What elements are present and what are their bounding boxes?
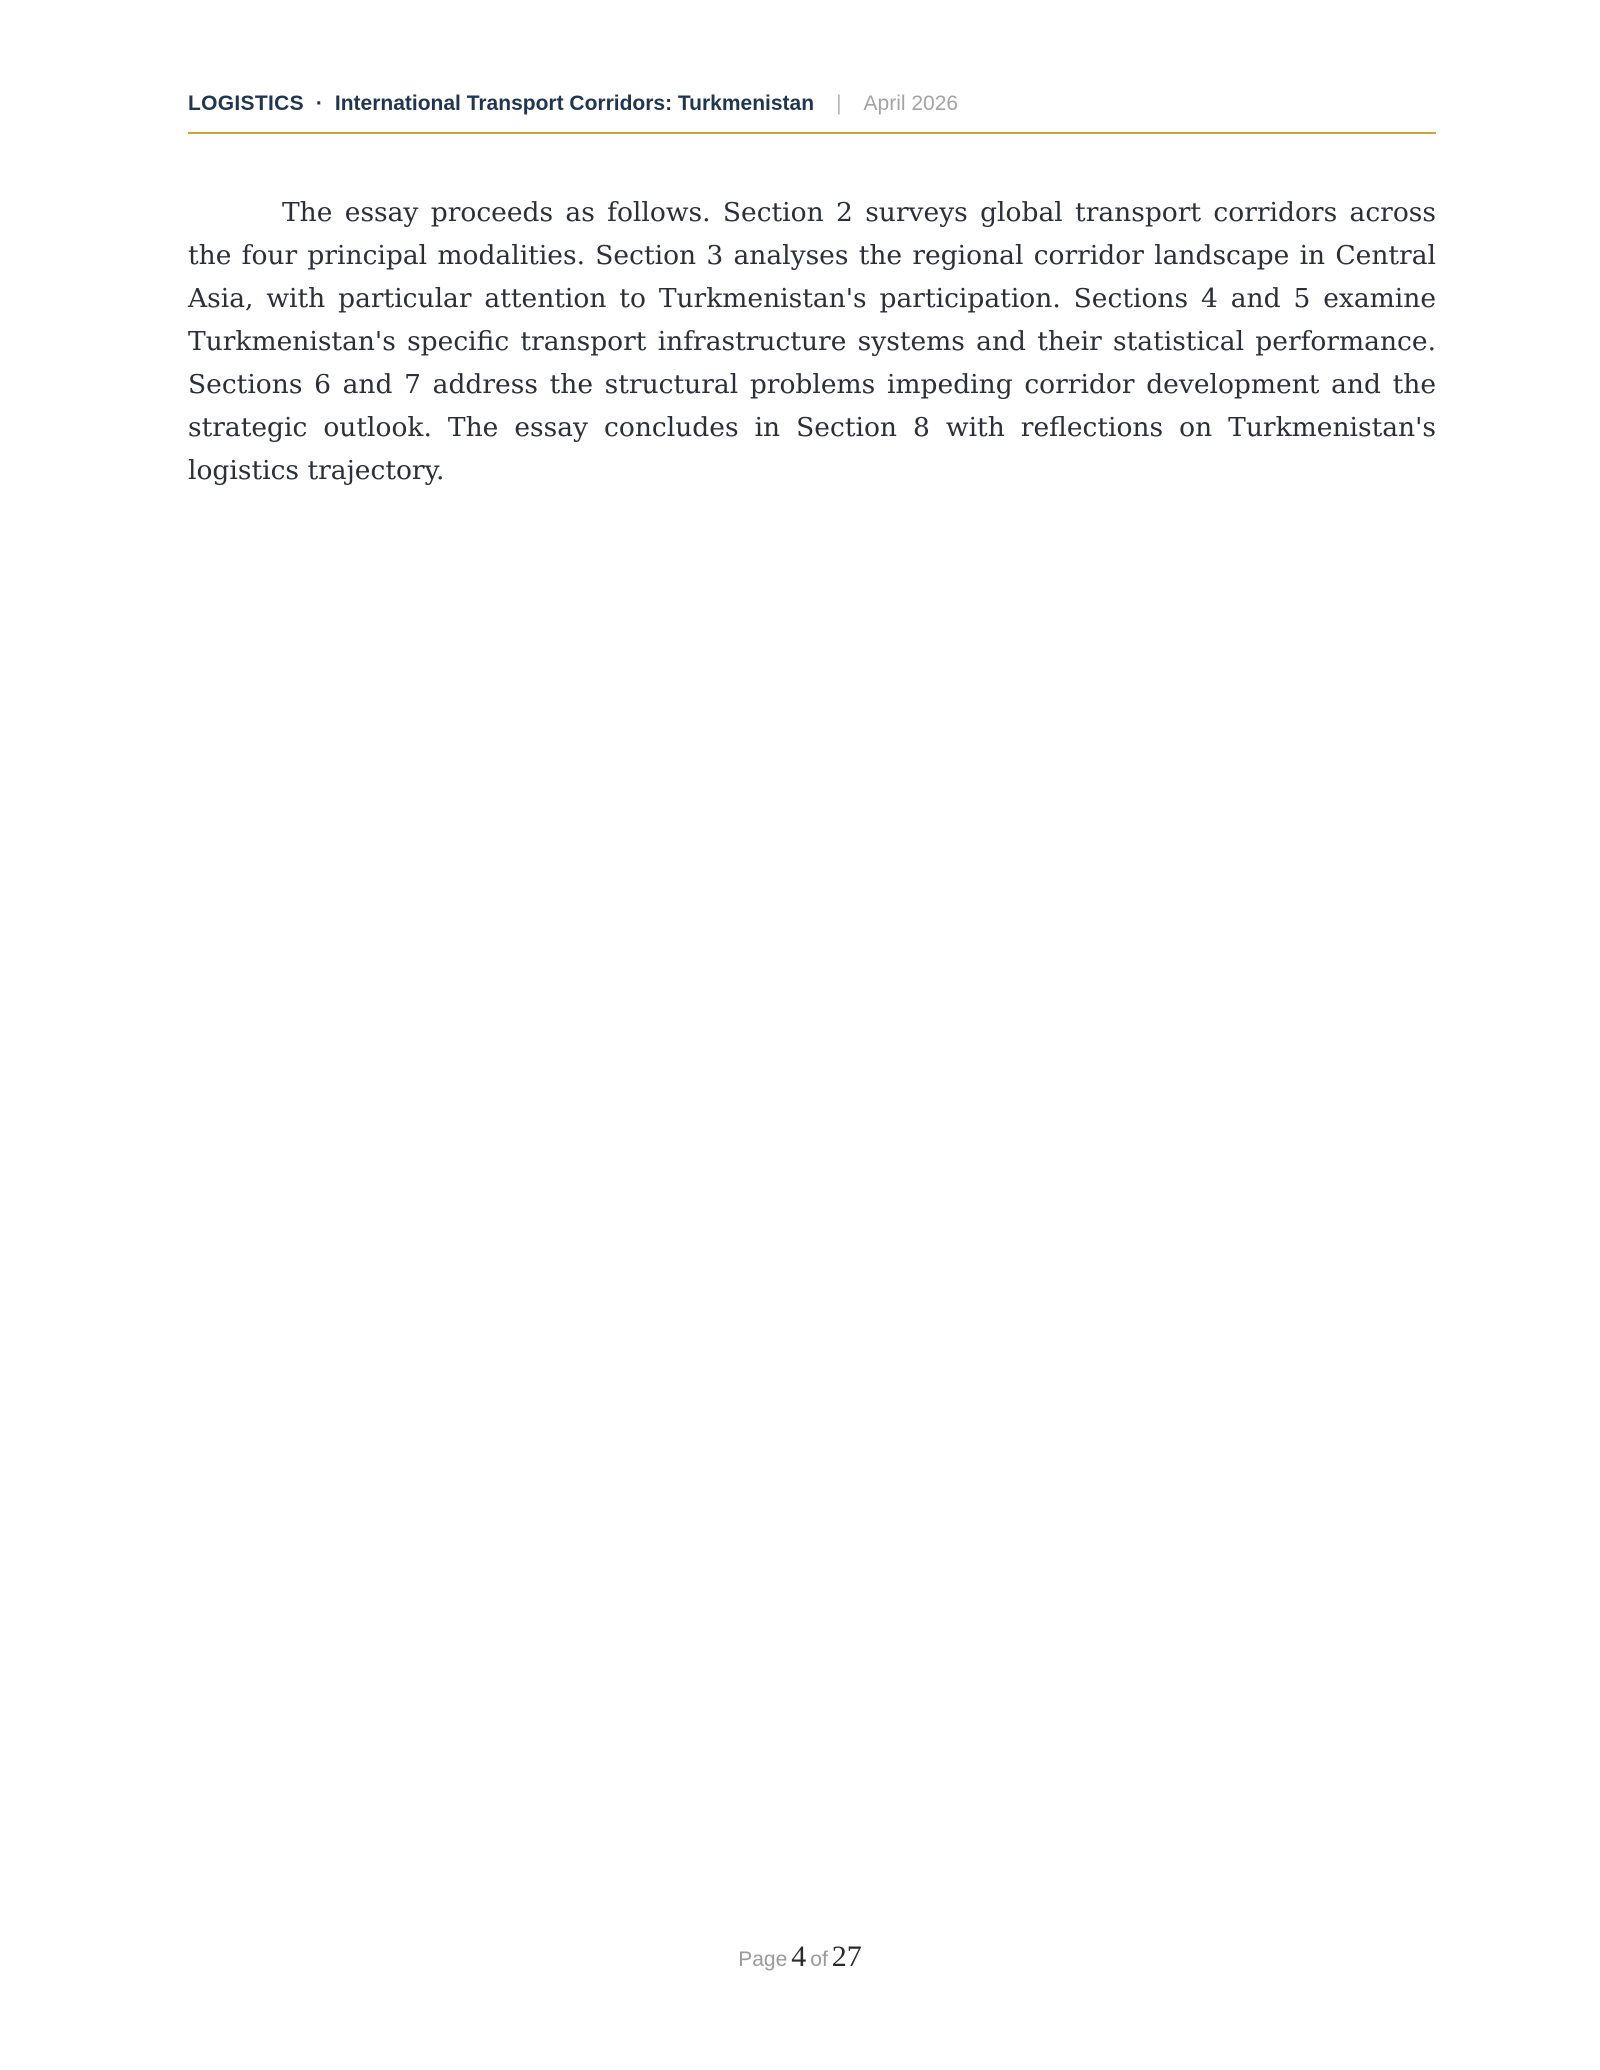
total-pages-number: 27 xyxy=(831,1940,862,1973)
page-footer xyxy=(0,1940,1600,1974)
document-title: International Transport Corridors: Turkmenistan xyxy=(334,92,815,115)
current-page-number: 4 xyxy=(791,1940,807,1973)
header-divider: | xyxy=(836,92,842,115)
section-tag: LOGISTICS xyxy=(188,92,304,115)
body-paragraph: The essay proceeds as follows. Section 2 surveys global transport corridors across the four principal modalities. Section 3 analyses the regional corridor landscape in Central Asia, with particular attention to Turkmenistan's participation. Sections 4 and 5 examine Turkmenistan's specific transport infrastructure systems and their statistical performance. Sections 6 and 7 address the structural problems impeding corridor development and the strategic outlook. The essay concludes in Section 8 with reflections on Turkmenistan's logistics trajectory. xyxy=(188,197,1436,486)
header-separator-dot: · xyxy=(315,92,323,115)
running-header xyxy=(188,90,1436,134)
page-label: Page xyxy=(738,1948,788,1971)
of-label: of xyxy=(810,1948,828,1971)
header-date: April 2026 xyxy=(863,92,959,115)
